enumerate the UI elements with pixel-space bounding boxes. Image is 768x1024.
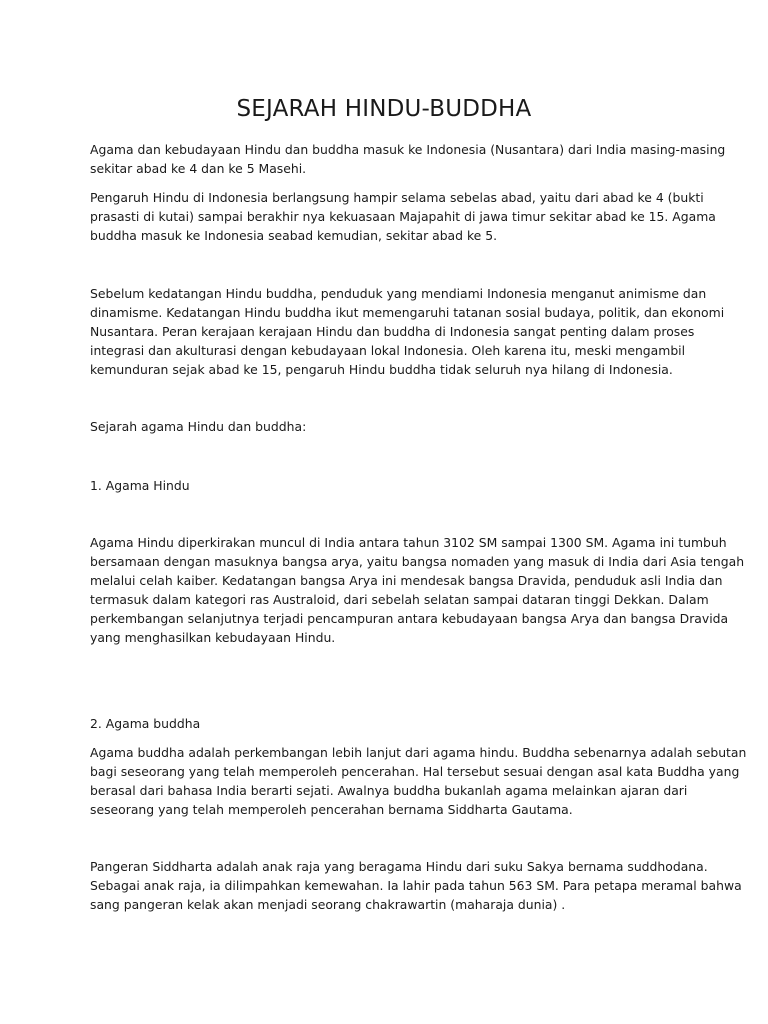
text-line: Sebagai anak raja, ia dilimpahkan kemewahan. Ia lahir pada tahun 563 SM. Para petapa meramal bahwa (90, 878, 742, 893)
paragraph-hindu-influence (90, 188, 716, 245)
text-line: prasasti di kutai) sampai berakhir nya kekuasaan Majapahit di jawa timur sekitar abad ke 15. Agama (90, 209, 716, 224)
section-heading-hindu (90, 476, 690, 495)
text-line: sang pangeran kelak akan menjadi seorang chakrawartin (maharaja dunia) . (90, 897, 566, 912)
text-line: Nusantara. Peran kerajaan kerajaan Hindu dan buddha di Indonesia sangat penting dalam proses (90, 324, 695, 339)
text-line: seseorang yang telah memperoleh pencerahan bernama Siddharta Gautama. (90, 802, 573, 817)
paragraph-hindu-origin (90, 533, 745, 647)
section-heading-buddha (90, 714, 690, 733)
text-line: bersamaan dengan masuknya bangsa arya, yaitu bangsa nomaden yang masuk di India dari Asia tengah (90, 554, 745, 569)
text-line: Sebelum kedatangan Hindu buddha, penduduk yang mendiami Indonesia menganut animisme dan (90, 286, 707, 301)
text-line: bagi seseorang yang telah memperoleh pencerahan. Hal tersebut sesuai dengan asal kata Buddha yang (90, 764, 740, 779)
text-line: Agama Hindu diperkirakan muncul di India antara tahun 3102 SM sampai 1300 SM. Agama ini tumbuh (90, 535, 727, 550)
text-line: yang menghasilkan kebudayaan Hindu. (90, 630, 336, 645)
text-line: Agama dan kebudayaan Hindu dan buddha masuk ke Indonesia (Nusantara) dari India masing-masing (90, 142, 726, 157)
text-line: kemunduran sejak abad ke 15, pengaruh Hindu buddha tidak seluruh nya hilang di Indonesia. (90, 362, 673, 377)
text-line: melalui celah kaiber. Kedatangan bangsa Arya ini mendesak bangsa Dravida, penduduk asli India dan (90, 573, 723, 588)
text-line: sekitar abad ke 4 dan ke 5 Masehi. (90, 161, 307, 176)
text-line: dinamisme. Kedatangan Hindu buddha ikut memengaruhi tatanan sosial budaya, politik, dan ekonomi (90, 305, 725, 320)
text-line: berasal dari bahasa India berarti sejati. Awalnya buddha bukanlah agama melainkan ajaran dari (90, 783, 688, 798)
text-line: integrasi dan akulturasi dengan kebudayaan lokal Indonesia. Oleh karena itu, meski mengambil (90, 343, 686, 358)
paragraph-history-heading (90, 417, 690, 436)
text-line: 1. Agama Hindu (90, 478, 190, 493)
text-line: termasuk dalam kategori ras Australoid, dari sebelah selatan sampai dataran tinggi Dekkan. Dalam (90, 592, 709, 607)
document-title: SEJARAH HINDU-BUDDHA (236, 96, 532, 122)
text-line: Pengaruh Hindu di Indonesia berlangsung hampir selama sebelas abad, yaitu dari abad ke 4 (bukti (90, 190, 704, 205)
paragraph-before-arrival (90, 284, 725, 379)
text-line: buddha masuk ke Indonesia seabad kemudian, sekitar abad ke 5. (90, 228, 498, 243)
paragraph-intro (90, 140, 726, 178)
paragraph-siddharta (90, 857, 742, 914)
text-line: Sejarah agama Hindu dan buddha: (90, 419, 307, 434)
text-line: 2. Agama buddha (90, 716, 201, 731)
text-line: Pangeran Siddharta adalah anak raja yang beragama Hindu dari suku Sakya bernama suddhodana. (90, 859, 708, 874)
paragraph-buddha-origin (90, 743, 747, 819)
text-line: perkembangan selanjutnya terjadi pencampuran antara kebudayaan bangsa Arya dan bangsa Dravida (90, 611, 729, 626)
text-line: Agama buddha adalah perkembangan lebih lanjut dari agama hindu. Buddha sebenarnya adalah sebutan (90, 745, 747, 760)
